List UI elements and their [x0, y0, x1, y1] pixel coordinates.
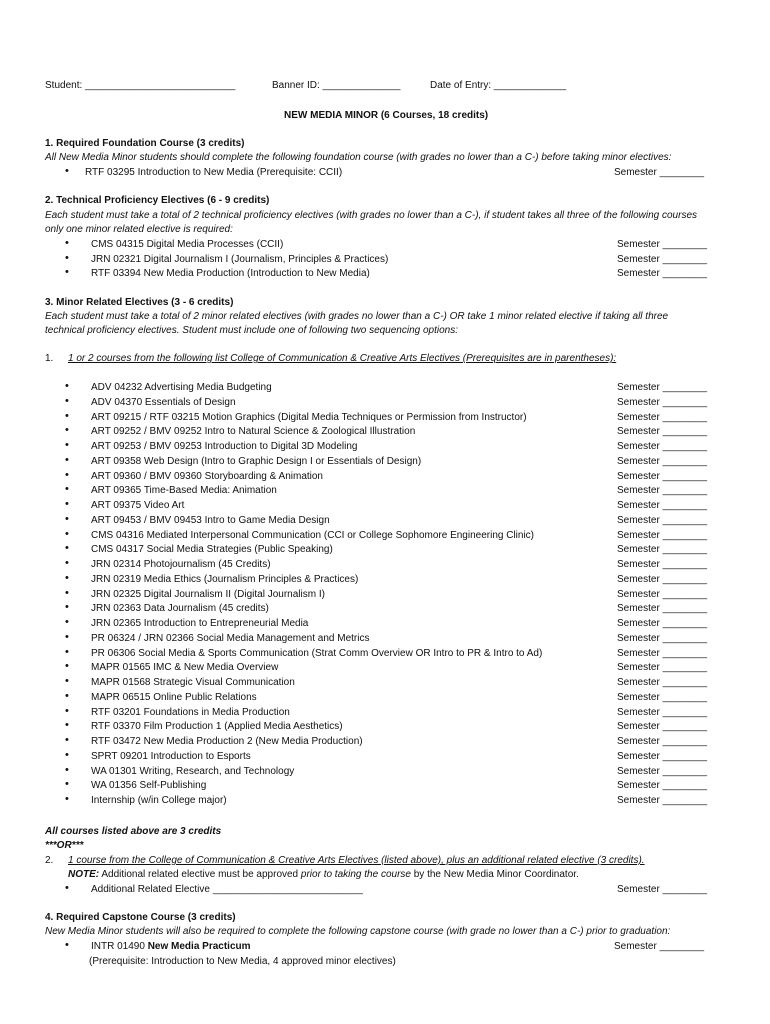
semester-field: Semester ________: [617, 559, 708, 570]
bullet-icon: [66, 723, 72, 729]
semester-field: Semester ________: [617, 721, 708, 733]
semester-field: Semester ________: [617, 239, 708, 250]
semester-field: Semester ________: [617, 382, 708, 393]
bullet-icon: [66, 399, 72, 405]
bullet-icon: [66, 620, 72, 626]
bullet-icon: [66, 605, 72, 611]
course-name: MAPR 01568 Strategic Visual Communication: [91, 677, 295, 688]
section2-description-line1: Each student must take a total of 2 technical proficiency electives (with grades no lower than a C-), if student takes all three of the following courses: [45, 210, 698, 221]
course-name: JRN 02314 Photojournalism (45 Credits): [91, 559, 271, 570]
bullet-icon: [66, 414, 72, 420]
course-row: [0, 514, 770, 527]
course-name: JRN 02321 Digital Journalism I (Journalism, Principles & Practices): [91, 253, 389, 265]
course-name: CMS 04317 Social Media Strategies (Public Speaking): [91, 544, 333, 556]
bullet-icon: [66, 241, 72, 247]
semester-field: Semester ________: [617, 470, 708, 482]
course-row: [0, 529, 770, 542]
course-row: [0, 632, 770, 645]
course-name: RTF 03201 Foundations in Media Production: [91, 706, 290, 718]
banner-id-field: Banner ID: ______________: [272, 80, 401, 91]
note-italic: prior to taking the course: [300, 869, 411, 880]
bullet-icon: [66, 532, 72, 538]
bullet-icon: [66, 502, 72, 508]
course-row: [0, 425, 770, 438]
course-row: [0, 676, 770, 689]
course-name: ADV 04232 Advertising Media Budgeting: [91, 382, 272, 393]
bullet-icon: [66, 768, 72, 774]
bullet-icon: [66, 517, 72, 523]
course-row: [0, 691, 770, 704]
section4-description: New Media Minor students will also be required to complete the following capstone course (with grade no lower than a C-) prior to graduation:: [45, 926, 671, 937]
course-row: [0, 573, 770, 586]
capstone-course: [91, 940, 251, 953]
bullet-icon: [66, 738, 72, 744]
course-name: PR 06306 Social Media & Sports Communication (Strat Comm Overview OR Intro to PR & Intro to Ad): [91, 647, 543, 659]
bullet-icon: [66, 169, 72, 175]
semester-field: Semester ________: [614, 941, 705, 952]
course-row: [0, 166, 770, 179]
course-row: [0, 735, 770, 748]
course-row: [0, 238, 770, 251]
course-row: [0, 706, 770, 719]
bullet-icon: [66, 709, 72, 715]
semester-field: Semester ________: [617, 691, 708, 703]
bullet-icon: [66, 753, 72, 759]
semester-field: Semester ________: [617, 750, 708, 762]
bullet-icon: [66, 782, 72, 788]
course-row: [0, 440, 770, 453]
bullet-icon: [66, 591, 72, 597]
bullet-icon: [66, 679, 72, 685]
bullet-icon: [66, 694, 72, 700]
semester-field: Semester ________: [617, 765, 708, 777]
semester-field: Semester ________: [617, 441, 708, 452]
section3-description-line1: Each student must take a total of 2 minor related electives (with grades no lower than a C-) OR take 1 minor related elective if taking all three: [45, 311, 669, 322]
course-row: [0, 617, 770, 630]
semester-field: Semester ________: [617, 662, 708, 674]
date-of-entry-field: Date of Entry: _____________: [430, 80, 567, 91]
course-name: JRN 02365 Introduction to Entrepreneurial Media: [91, 618, 309, 629]
note-text: Additional related elective must be approved: [99, 869, 301, 880]
course-row: [0, 661, 770, 674]
course-name: Internship (w/in College major): [91, 795, 227, 806]
bullet-icon: [66, 384, 72, 390]
semester-field: Semester ________: [617, 588, 708, 600]
semester-field: Semester ________: [617, 396, 708, 408]
semester-field: Semester ________: [617, 884, 708, 895]
bullet-icon: [66, 635, 72, 641]
course-name: PR 06324 / JRN 02366 Social Media Management and Metrics: [91, 632, 370, 644]
or-separator: ***OR***: [45, 840, 84, 851]
course-name: CMS 04316 Mediated Interpersonal Communication (CCI or College Sophomore Engineering Clinic): [91, 529, 534, 541]
course-name: WA 01356 Self-Publishing: [91, 780, 207, 792]
document-title: NEW MEDIA MINOR (6 Courses, 18 credits): [284, 110, 489, 121]
semester-field: Semester ________: [617, 411, 708, 423]
section1-description: All New Media Minor students should complete the following foundation course (with grades no lower than a C-) before taking minor electives:: [45, 152, 672, 163]
semester-field: Semester ________: [617, 253, 708, 265]
semester-field: Semester ________: [617, 529, 708, 541]
section2-heading: 2. Technical Proficiency Electives (6 - 9 credits): [45, 195, 270, 206]
semester-field: Semester ________: [617, 500, 708, 511]
semester-field: Semester ________: [617, 647, 708, 659]
course-row: [0, 720, 770, 733]
semester-field: Semester ________: [617, 780, 708, 792]
course-name: WA 01301 Writing, Research, and Technology: [91, 765, 295, 777]
course-name: CMS 04315 Digital Media Processes (CCII): [91, 239, 284, 250]
semester-field: Semester ________: [617, 268, 708, 279]
course-row: [0, 779, 770, 792]
bullet-icon: [66, 576, 72, 582]
course-row: [0, 470, 770, 483]
course-name: ART 09215 / RTF 03215 Motion Graphics (Digital Media Techniques or Permission from Instructor): [91, 411, 527, 423]
course-name: SPRT 09201 Introduction to Esports: [91, 750, 251, 762]
semester-field: Semester ________: [617, 795, 708, 806]
capstone-prerequisite: (Prerequisite: Introduction to New Media, 4 approved minor electives): [89, 956, 396, 967]
course-row: [0, 750, 770, 763]
course-name: ART 09360 / BMV 09360 Storyboarding & Animation: [91, 470, 323, 482]
bullet-icon: [66, 256, 72, 262]
semester-field: Semester ________: [617, 573, 708, 585]
semester-field: Semester ________: [617, 618, 708, 629]
course-row: [0, 455, 770, 468]
option2-number: 2.: [45, 855, 54, 866]
capstone-code: INTR 01490: [91, 941, 148, 952]
semester-field: Semester ________: [617, 706, 708, 718]
section1-heading: 1. Required Foundation Course (3 credits): [45, 138, 245, 149]
semester-field: Semester ________: [617, 677, 708, 688]
section3-heading: 3. Minor Related Electives (3 - 6 credits): [45, 297, 234, 308]
capstone-name: New Media Practicum: [147, 941, 251, 952]
course-row: [0, 484, 770, 497]
course-name: MAPR 01565 IMC & New Media Overview: [91, 662, 279, 674]
bullet-icon: [66, 664, 72, 670]
course-name: ART 09252 / BMV 09252 Intro to Natural Science & Zoological Illustration: [91, 426, 416, 438]
course-row: [0, 396, 770, 409]
note-text-end: by the New Media Minor Coordinator.: [410, 869, 579, 880]
additional-elective-row: [0, 883, 770, 896]
course-row: [0, 647, 770, 660]
capstone-row: [0, 940, 770, 953]
option1-text: 1 or 2 courses from the following list College of Communication & Creative Arts Electives (Prerequisites are in parentheses):: [68, 353, 617, 364]
section4-heading: 4. Required Capstone Course (3 credits): [45, 912, 236, 923]
section3-description-line2: technical proficiency electives. Student must include one of following two sequencing options:: [45, 325, 459, 336]
option2-note: [68, 868, 579, 881]
course-name: RTF 03394 New Media Production (Introduction to New Media): [91, 268, 370, 279]
course-row: [0, 588, 770, 601]
additional-elective: Additional Related Elective ___________________________: [91, 884, 363, 895]
course-name: ART 09253 / BMV 09253 Introduction to Digital 3D Modeling: [91, 441, 358, 452]
bullet-icon: [66, 487, 72, 493]
semester-field: Semester ________: [617, 514, 708, 526]
course-name: RTF 03370 Film Production 1 (Applied Media Aesthetics): [91, 721, 343, 733]
semester-field: Semester ________: [617, 632, 708, 644]
course-name: JRN 02363 Data Journalism (45 credits): [91, 603, 269, 615]
course-row: [0, 411, 770, 424]
semester-field: Semester ________: [617, 736, 708, 747]
note-label: NOTE:: [68, 869, 100, 880]
course-name: ART 09365 Time-Based Media: Animation: [91, 485, 277, 497]
bullet-icon: [66, 561, 72, 567]
course-name: ART 09453 / BMV 09453 Intro to Game Media Design: [91, 514, 330, 526]
all-credits-note: All courses listed above are 3 credits: [45, 826, 222, 837]
bullet-icon: [66, 886, 72, 892]
bullet-icon: [66, 650, 72, 656]
course-row: [0, 794, 770, 807]
course-row: [0, 543, 770, 556]
bullet-icon: [66, 546, 72, 552]
course-name: ART 09375 Video Art: [91, 500, 185, 511]
semester-field: Semester ________: [617, 485, 708, 497]
course-row: [0, 602, 770, 615]
course-name: JRN 02319 Media Ethics (Journalism Principles & Practices): [91, 573, 359, 585]
option1-number: 1.: [45, 353, 54, 364]
course-row: [0, 381, 770, 394]
bullet-icon: [66, 458, 72, 464]
bullet-icon: [66, 270, 72, 276]
course-name: RTF 03472 New Media Production 2 (New Media Production): [91, 736, 363, 747]
semester-field: Semester ________: [614, 167, 705, 178]
student-field: Student: ___________________________: [45, 80, 236, 91]
course-row: [0, 267, 770, 280]
option2-text: 1 course from the College of Communication & Creative Arts Electives (listed above), plus an additional related elective (3 credits).: [68, 855, 645, 866]
bullet-icon: [66, 473, 72, 479]
semester-field: Semester ________: [617, 603, 708, 615]
bullet-icon: [66, 797, 72, 803]
semester-field: Semester ________: [617, 426, 708, 438]
semester-field: Semester ________: [617, 455, 708, 467]
course-row: [0, 253, 770, 266]
course-name: ADV 04370 Essentials of Design: [91, 396, 236, 408]
course-name: MAPR 06515 Online Public Relations: [91, 691, 257, 703]
course-name: RTF 03295 Introduction to New Media (Prerequisite: CCII): [85, 167, 343, 178]
section2-description-line2: only one minor related elective is required:: [45, 224, 233, 235]
course-name: ART 09358 Web Design (Intro to Graphic Design I or Essentials of Design): [91, 455, 422, 467]
course-row: [0, 558, 770, 571]
course-row: [0, 765, 770, 778]
course-name: JRN 02325 Digital Journalism II (Digital Journalism I): [91, 588, 325, 600]
bullet-icon: [66, 428, 72, 434]
semester-field: Semester ________: [617, 544, 708, 556]
course-row: [0, 499, 770, 512]
bullet-icon: [66, 443, 72, 449]
bullet-icon: [66, 943, 72, 949]
